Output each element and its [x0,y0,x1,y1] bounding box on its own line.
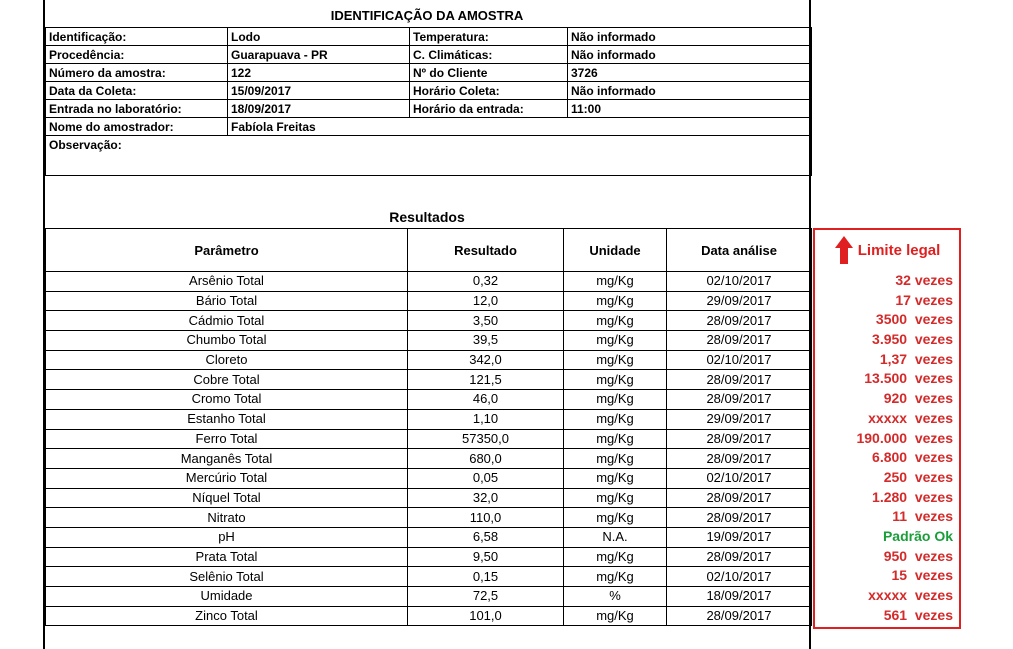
id-value: 18/09/2017 [228,100,410,118]
table-row [46,350,812,370]
cell-data: 28/09/2017 [667,449,812,469]
cell-parametro: Ferro Total [46,429,408,449]
id-label: C. Climáticas: [410,46,568,64]
cell-unidade: mg/Kg [564,429,667,449]
id-value: 3726 [568,64,812,82]
table-row [46,508,812,528]
cell-parametro: Cloreto [46,350,408,370]
cell-resultado: 32,0 [408,488,564,508]
id-value: 122 [228,64,410,82]
limite-legal-label: Limite legal [857,241,941,259]
table-row [46,488,812,508]
cell-unidade: mg/Kg [564,449,667,469]
identification-title: IDENTIFICAÇÃO DA AMOSTRA [330,8,524,23]
cell-unidade: mg/Kg [564,390,667,410]
cell-parametro: Selênio Total [46,567,408,587]
cell-data: 02/10/2017 [667,567,812,587]
cell-parametro: Níquel Total [46,488,408,508]
header-unidade: Unidade [564,229,667,272]
table-row [46,331,812,351]
id-value: Não informado [568,82,812,100]
cell-resultado: 3,50 [408,311,564,331]
table-row [46,587,812,607]
cell-data: 02/10/2017 [667,350,812,370]
cell-data: 29/09/2017 [667,409,812,429]
cell-resultado: 9,50 [408,547,564,567]
id-value: Não informado [568,28,812,46]
cell-parametro: Umidade [46,587,408,607]
id-value: Guarapuava - PR [228,46,410,64]
limite-item: 561 vezes [883,606,953,623]
results-table [45,228,812,626]
cell-resultado: 12,0 [408,291,564,311]
cell-resultado: 1,10 [408,409,564,429]
cell-parametro: Manganês Total [46,449,408,469]
cell-resultado: 0,32 [408,272,564,292]
identification-row [46,46,812,64]
cell-resultado: 39,5 [408,331,564,351]
table-row [46,390,812,410]
limite-item: 15 vezes [891,567,953,584]
table-row [46,291,812,311]
table-row [46,272,812,292]
cell-resultado: 0,15 [408,567,564,587]
cell-data: 28/09/2017 [667,508,812,528]
cell-parametro: Estanho Total [46,409,408,429]
limite-legal-list [815,271,953,625]
id-label: Procedência: [46,46,228,64]
cell-parametro: Arsênio Total [46,272,408,292]
cell-data: 28/09/2017 [667,488,812,508]
identification-row [46,100,812,118]
results-title: Resultados [389,209,465,225]
table-row [46,311,812,331]
identification-table [45,27,812,176]
limite-item: 3500 vezes [875,311,953,328]
arrow-up-icon [834,235,854,265]
id-value: Lodo [228,28,410,46]
cell-unidade: mg/Kg [564,331,667,351]
cell-resultado: 342,0 [408,350,564,370]
cell-unidade: mg/Kg [564,311,667,331]
cell-resultado: 6,58 [408,527,564,547]
limite-item: 32 vezes [895,272,953,288]
cell-resultado: 46,0 [408,390,564,410]
cell-unidade: mg/Kg [564,567,667,587]
cell-parametro: Cobre Total [46,370,408,390]
cell-parametro: Zinco Total [46,606,408,626]
id-label: Número da amostra: [46,64,228,82]
limite-item: 250 vezes [883,468,953,485]
id-label: Temperatura: [410,28,568,46]
header-parametro: Parâmetro [46,229,408,272]
limite-legal-header [815,230,959,270]
cell-parametro: Chumbo Total [46,331,408,351]
id-label: Identificação: [46,28,228,46]
cell-unidade: mg/Kg [564,606,667,626]
cell-data: 29/09/2017 [667,291,812,311]
cell-resultado: 680,0 [408,449,564,469]
limite-item: xxxxx vezes [868,409,953,426]
cell-resultado: 72,5 [408,587,564,607]
cell-parametro: Cromo Total [46,390,408,410]
cell-resultado: 0,05 [408,468,564,488]
limite-legal-box [813,228,961,629]
results-header-row [46,229,812,272]
cell-parametro: Mercúrio Total [46,468,408,488]
limite-item: 6.800 vezes [872,449,953,466]
cell-data: 02/10/2017 [667,468,812,488]
cell-unidade: mg/Kg [564,547,667,567]
id-label: Nº do Cliente [410,64,568,82]
table-row [46,370,812,390]
table-row [46,527,812,547]
amostrador-value: Fabíola Freitas [228,118,812,136]
cell-data: 19/09/2017 [667,527,812,547]
identification-row [46,82,812,100]
cell-unidade: mg/Kg [564,409,667,429]
cell-resultado: 101,0 [408,606,564,626]
cell-unidade: mg/Kg [564,272,667,292]
limite-item: 950 vezes [883,547,953,564]
header-data-analise: Data análise [667,229,812,272]
limite-item: 920 vezes [883,390,953,407]
identification-row [46,64,812,82]
limite-item: 1.280 vezes [872,488,953,505]
cell-unidade: mg/Kg [564,508,667,528]
id-label: Data da Coleta: [46,82,228,100]
cell-data: 28/09/2017 [667,331,812,351]
identification-row [46,28,812,46]
cell-resultado: 57350,0 [408,429,564,449]
cell-unidade: mg/Kg [564,370,667,390]
cell-resultado: 110,0 [408,508,564,528]
id-value: 11:00 [568,100,812,118]
limite-item: 17 vezes [895,291,953,308]
limite-item: Padrão Ok [882,527,953,544]
cell-data: 28/09/2017 [667,547,812,567]
limite-item: 11 vezes [892,508,953,525]
cell-parametro: Bário Total [46,291,408,311]
cell-parametro: pH [46,527,408,547]
cell-unidade: mg/Kg [564,468,667,488]
cell-data: 28/09/2017 [667,429,812,449]
table-row [46,409,812,429]
header-resultado: Resultado [408,229,564,272]
limite-item: 13.500 vezes [864,370,953,387]
cell-unidade: mg/Kg [564,350,667,370]
cell-unidade: N.A. [564,527,667,547]
table-row [46,606,812,626]
table-row [46,449,812,469]
limite-item: 190.000 vezes [856,429,953,446]
table-row [46,429,812,449]
cell-parametro: Nitrato [46,508,408,528]
id-label: Entrada no laboratório: [46,100,228,118]
cell-parametro: Cádmio Total [46,311,408,331]
limite-item: xxxxx vezes [868,587,953,603]
limite-item: 1,37 vezes [879,350,953,367]
id-value: Não informado [568,46,812,64]
cell-resultado: 121,5 [408,370,564,390]
amostrador-label: Nome do amostrador: [46,118,228,136]
limite-item: 3.950 vezes [872,331,953,348]
cell-parametro: Prata Total [46,547,408,567]
cell-unidade: mg/Kg [564,291,667,311]
id-label: Horário Coleta: [410,82,568,100]
cell-data: 28/09/2017 [667,390,812,410]
observacao-row [46,136,812,176]
table-row [46,567,812,587]
id-label: Horário da entrada: [410,100,568,118]
observacao-label: Observação: [46,136,812,176]
cell-data: 18/09/2017 [667,587,812,607]
cell-unidade: % [564,587,667,607]
id-value: 15/09/2017 [228,82,410,100]
cell-unidade: mg/Kg [564,488,667,508]
cell-data: 28/09/2017 [667,370,812,390]
table-row [46,547,812,567]
table-row [46,468,812,488]
cell-data: 02/10/2017 [667,272,812,292]
amostrador-row [46,118,812,136]
cell-data: 28/09/2017 [667,311,812,331]
cell-data: 28/09/2017 [667,606,812,626]
